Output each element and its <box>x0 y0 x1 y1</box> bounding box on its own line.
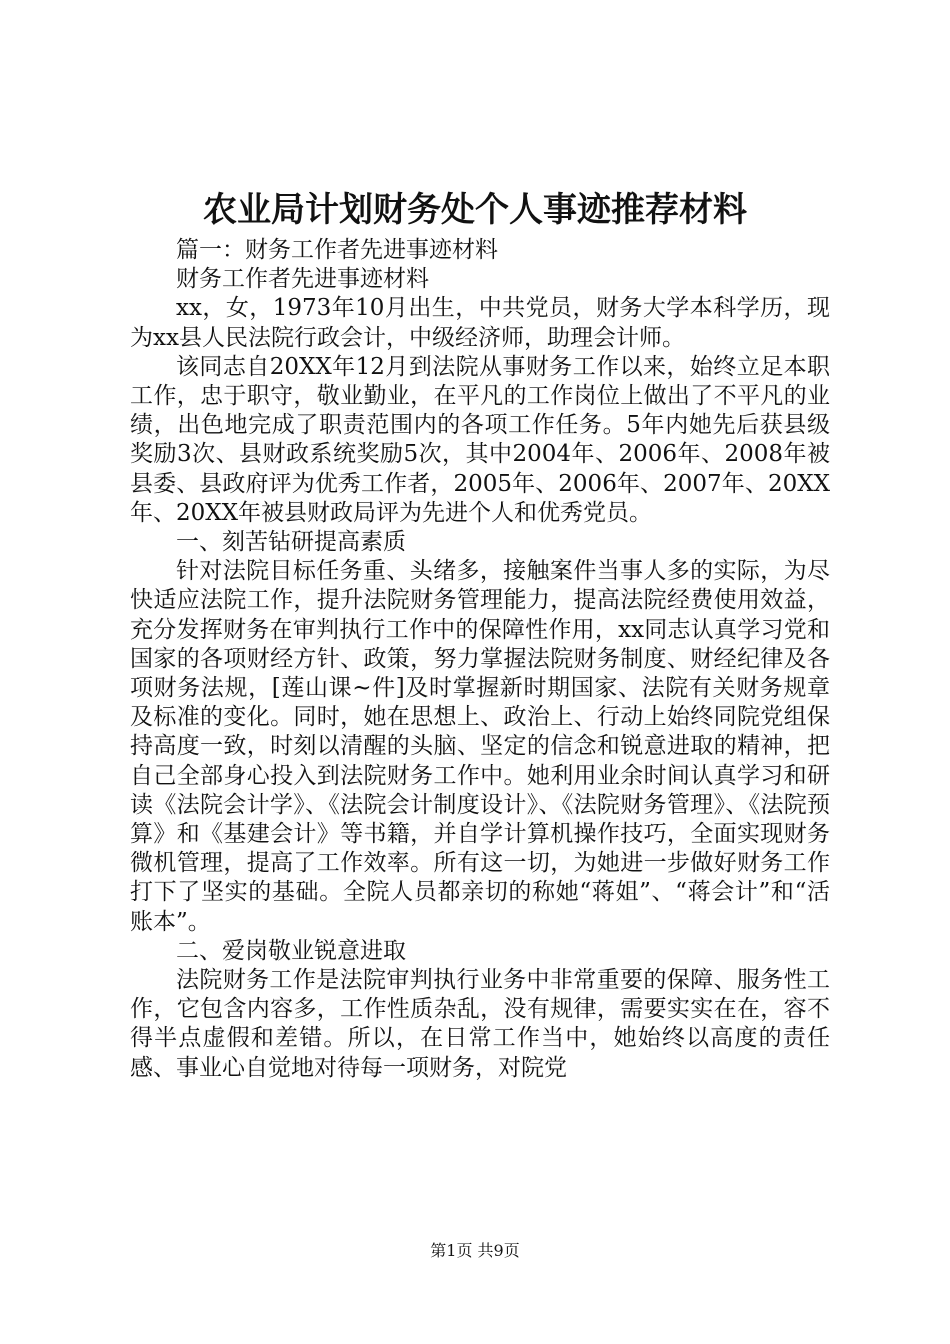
document-body <box>130 236 830 1083</box>
paragraph: 法院财务工作是法院审判执行业务中非常重要的保障、服务性工作，它包含内容多，工作性质杂乱，没有规律，需要实实在在，容不得半点虚假和差错。所以，在日常工作当中，她始终以高度的责任感、事业心自觉地对待每一项财务，对院党 <box>130 967 830 1081</box>
subsection-title: 财务工作者先进事迹材料 <box>176 266 429 293</box>
section-title: 篇一：财务工作者先进事迹材料 <box>176 237 498 263</box>
section-heading: 一、刻苦钻研提高素质 <box>176 529 406 556</box>
section-heading: 二、爱岗敬业锐意进取 <box>176 937 406 964</box>
paragraph: xx，女，1973年10月出生，中共党员，财务大学本科学历，现为xx县人民法院行政会计，中级经济师，助理会计师。 <box>130 295 830 351</box>
page-number: 第1页 共9页 <box>430 1241 520 1260</box>
document-title: 农业局计划财务处个人事迹推荐材料 <box>203 190 747 230</box>
paragraph: 该同志自20XX年12月到法院从事财务工作以来，始终立足本职工作，忠于职守，敬业勤业，在平凡的工作岗位上做出了不平凡的业绩，出色地完成了职责范围内的各项工作任务。5年内她先后获县级奖励3次、县财政系统奖励5次，其中2004年、2006年、2008年被县委、县政府评为优秀工作者，2005年、2006年、2007年、20XX年、20XX年被县财政局评为先进个人和优秀党员。 <box>130 353 830 526</box>
paragraph: 针对法院目标任务重、头绪多，接触案件当事人多的实际，为尽快适应法院工作，提升法院财务管理能力，提高法院经费使用效益，充分发挥财务在审判执行工作中的保障性作用，xx同志认真学习党和国家的各项财经方针、政策，努力掌握法院财务制度、财经纪律及各项财务法规，[莲山课~件]及时掌握新时期国家、法院有关财务规章及标准的变化。同时，她在思想上、政治上、行动上始终同院党组保持高度一致，时刻以清醒的头脑、坚定的信念和锐意进取的精神，把自己全部身心投入到法院财务工作中。她利用业余时间认真学习和研读《法院会计学》、《法院会计制度设计》、《法院财务管理》、《法院预算》和《基建会计》等书籍，并自学计算机操作技巧，全面实现财务微机管理，提高了工作效率。所有这一切，为她进一步做好财务工作打下了坚实的基础。全院人员都亲切的称她“蒋姐”、“蒋会计”和“活账本”。 <box>130 558 830 935</box>
